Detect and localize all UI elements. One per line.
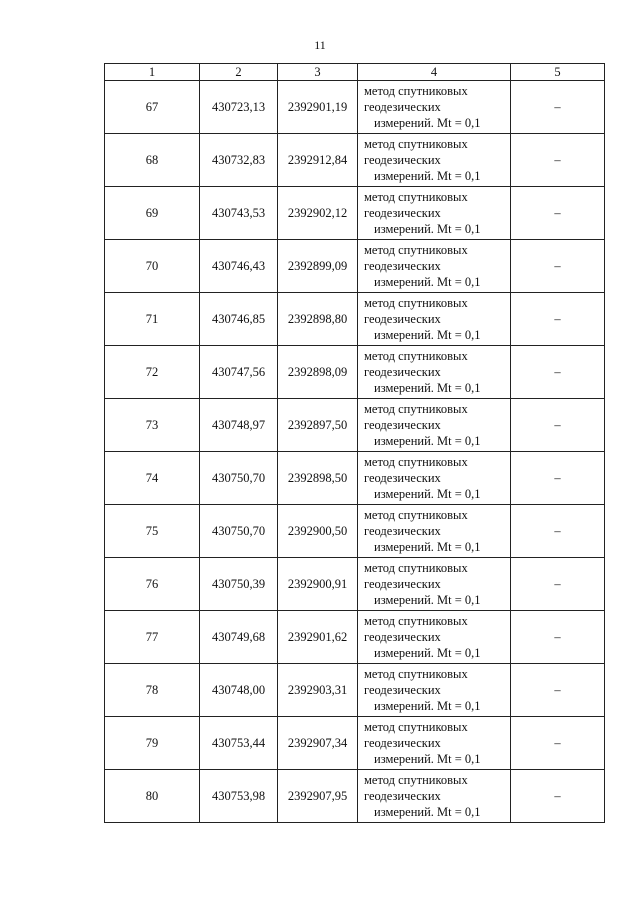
method-cell	[358, 505, 511, 558]
method-cell	[358, 187, 511, 240]
method-cell	[358, 399, 511, 452]
x-coordinate-cell: 430747,56	[200, 346, 278, 399]
characteristic-cell: –	[511, 293, 605, 346]
x-coordinate-cell: 430749,68	[200, 611, 278, 664]
method-line: метод спутниковых	[364, 402, 468, 416]
y-coordinate-cell: 2392898,50	[278, 452, 358, 505]
method-line: геодезических	[364, 259, 441, 273]
method-cell	[358, 770, 511, 823]
x-coordinate-cell: 430748,97	[200, 399, 278, 452]
method-cell	[358, 293, 511, 346]
x-coordinate-cell: 430750,70	[200, 505, 278, 558]
method-line: метод спутниковых	[364, 773, 468, 787]
y-coordinate-cell: 2392901,62	[278, 611, 358, 664]
characteristic-cell: –	[511, 81, 605, 134]
method-line: метод спутниковых	[364, 614, 468, 628]
method-line: измерений. Mt = 0,1	[374, 646, 481, 660]
method-line: геодезических	[364, 471, 441, 485]
characteristic-cell: –	[511, 134, 605, 187]
table-row	[105, 187, 605, 240]
table-row	[105, 664, 605, 717]
header-col-1: 1	[105, 64, 200, 81]
method-line: измерений. Mt = 0,1	[374, 328, 481, 342]
point-number-cell: 67	[105, 81, 200, 134]
y-coordinate-cell: 2392899,09	[278, 240, 358, 293]
method-line: метод спутниковых	[364, 508, 468, 522]
method-line: геодезических	[364, 524, 441, 538]
characteristic-cell: –	[511, 240, 605, 293]
characteristic-cell: –	[511, 187, 605, 240]
table-row	[105, 558, 605, 611]
method-line: метод спутниковых	[364, 720, 468, 734]
method-line: измерений. Mt = 0,1	[374, 434, 481, 448]
method-line: геодезических	[364, 577, 441, 591]
method-cell	[358, 81, 511, 134]
characteristic-cell: –	[511, 717, 605, 770]
y-coordinate-cell: 2392901,19	[278, 81, 358, 134]
characteristic-cell: –	[511, 505, 605, 558]
y-coordinate-cell: 2392903,31	[278, 664, 358, 717]
method-cell	[358, 134, 511, 187]
header-col-2: 2	[200, 64, 278, 81]
x-coordinate-cell: 430750,39	[200, 558, 278, 611]
method-line: геодезических	[364, 683, 441, 697]
point-number-cell: 68	[105, 134, 200, 187]
method-line: метод спутниковых	[364, 667, 468, 681]
method-line: метод спутниковых	[364, 296, 468, 310]
characteristic-cell: –	[511, 452, 605, 505]
y-coordinate-cell: 2392902,12	[278, 187, 358, 240]
point-number-cell: 73	[105, 399, 200, 452]
x-coordinate-cell: 430753,98	[200, 770, 278, 823]
characteristic-cell: –	[511, 399, 605, 452]
x-coordinate-cell: 430746,43	[200, 240, 278, 293]
method-line: измерений. Mt = 0,1	[374, 752, 481, 766]
method-cell	[358, 717, 511, 770]
characteristic-cell: –	[511, 770, 605, 823]
table-row	[105, 134, 605, 187]
table-row	[105, 505, 605, 558]
y-coordinate-cell: 2392907,95	[278, 770, 358, 823]
method-line: метод спутниковых	[364, 455, 468, 469]
point-number-cell: 78	[105, 664, 200, 717]
y-coordinate-cell: 2392900,91	[278, 558, 358, 611]
table-row	[105, 346, 605, 399]
method-line: геодезических	[364, 418, 441, 432]
point-number-cell: 69	[105, 187, 200, 240]
point-number-cell: 70	[105, 240, 200, 293]
method-line: измерений. Mt = 0,1	[374, 275, 481, 289]
method-cell	[358, 346, 511, 399]
method-cell	[358, 611, 511, 664]
method-line: геодезических	[364, 630, 441, 644]
characteristic-cell: –	[511, 558, 605, 611]
point-number-cell: 74	[105, 452, 200, 505]
method-line: измерений. Mt = 0,1	[374, 805, 481, 819]
method-line: измерений. Mt = 0,1	[374, 699, 481, 713]
table-row	[105, 293, 605, 346]
table-body	[105, 81, 605, 823]
x-coordinate-cell: 430732,83	[200, 134, 278, 187]
point-number-cell: 71	[105, 293, 200, 346]
table-row	[105, 611, 605, 664]
table-row	[105, 770, 605, 823]
method-line: метод спутниковых	[364, 84, 468, 98]
method-line: геодезических	[364, 312, 441, 326]
y-coordinate-cell: 2392898,80	[278, 293, 358, 346]
y-coordinate-cell: 2392907,34	[278, 717, 358, 770]
header-col-3: 3	[278, 64, 358, 81]
x-coordinate-cell: 430723,13	[200, 81, 278, 134]
method-line: измерений. Mt = 0,1	[374, 540, 481, 554]
method-line: измерений. Mt = 0,1	[374, 381, 481, 395]
header-row	[105, 64, 605, 81]
point-number-cell: 75	[105, 505, 200, 558]
method-line: измерений. Mt = 0,1	[374, 487, 481, 501]
characteristic-cell: –	[511, 664, 605, 717]
method-line: измерений. Mt = 0,1	[374, 222, 481, 236]
method-line: измерений. Mt = 0,1	[374, 593, 481, 607]
method-line: измерений. Mt = 0,1	[374, 116, 481, 130]
y-coordinate-cell: 2392898,09	[278, 346, 358, 399]
method-line: измерений. Mt = 0,1	[374, 169, 481, 183]
point-number-cell: 80	[105, 770, 200, 823]
table-header	[105, 64, 605, 81]
characteristic-cell: –	[511, 346, 605, 399]
x-coordinate-cell: 430746,85	[200, 293, 278, 346]
method-line: геодезических	[364, 153, 441, 167]
method-line: метод спутниковых	[364, 190, 468, 204]
table-row	[105, 717, 605, 770]
x-coordinate-cell: 430750,70	[200, 452, 278, 505]
page-number: 11	[314, 38, 326, 52]
method-cell	[358, 558, 511, 611]
method-line: геодезических	[364, 736, 441, 750]
point-number-cell: 72	[105, 346, 200, 399]
y-coordinate-cell: 2392900,50	[278, 505, 358, 558]
x-coordinate-cell: 430743,53	[200, 187, 278, 240]
header-col-4: 4	[358, 64, 511, 81]
method-line: геодезических	[364, 206, 441, 220]
x-coordinate-cell: 430753,44	[200, 717, 278, 770]
method-cell	[358, 452, 511, 505]
x-coordinate-cell: 430748,00	[200, 664, 278, 717]
characteristic-cell: –	[511, 611, 605, 664]
point-number-cell: 77	[105, 611, 200, 664]
point-number-cell: 79	[105, 717, 200, 770]
table-row	[105, 452, 605, 505]
header-col-5: 5	[511, 64, 605, 81]
coordinates-table	[104, 63, 605, 823]
method-line: геодезических	[364, 100, 441, 114]
method-line: метод спутниковых	[364, 137, 468, 151]
point-number-cell: 76	[105, 558, 200, 611]
method-line: метод спутниковых	[364, 349, 468, 363]
table-row	[105, 240, 605, 293]
table-row	[105, 399, 605, 452]
method-line: геодезических	[364, 789, 441, 803]
y-coordinate-cell: 2392912,84	[278, 134, 358, 187]
table-row	[105, 81, 605, 134]
method-line: метод спутниковых	[364, 561, 468, 575]
method-line: геодезических	[364, 365, 441, 379]
method-cell	[358, 664, 511, 717]
method-line: метод спутниковых	[364, 243, 468, 257]
y-coordinate-cell: 2392897,50	[278, 399, 358, 452]
method-cell	[358, 240, 511, 293]
